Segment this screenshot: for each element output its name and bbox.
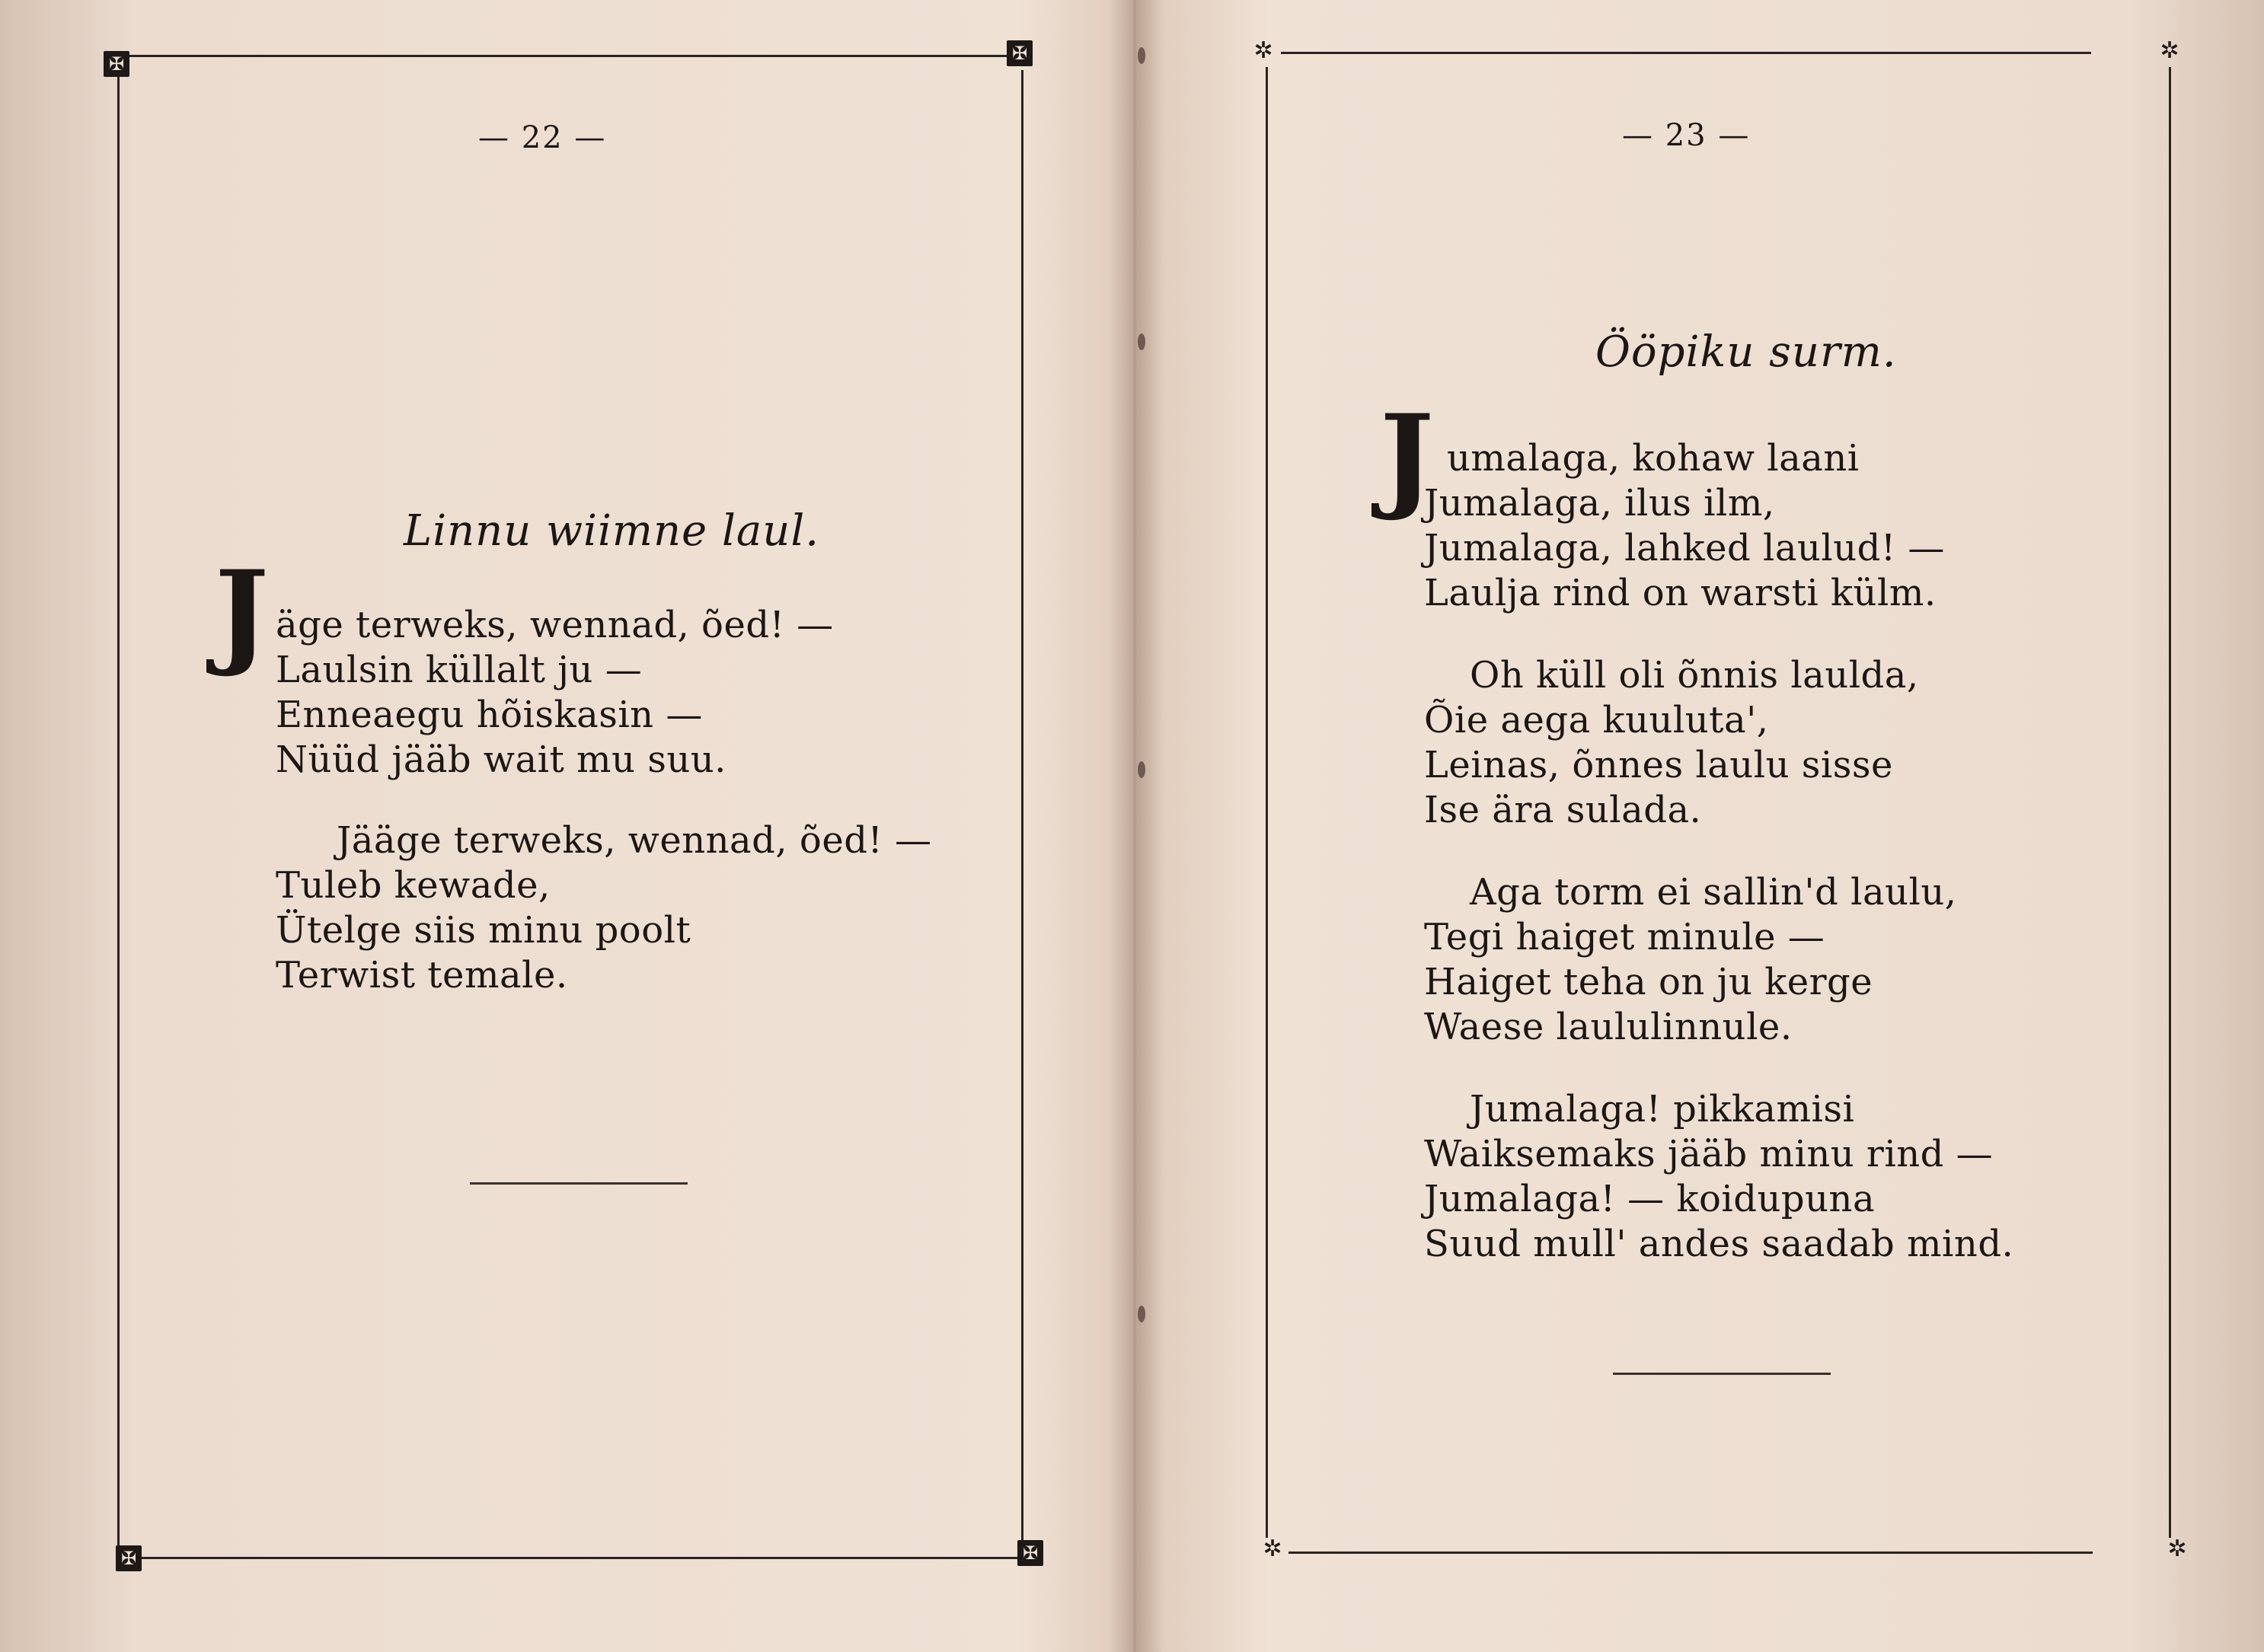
- corner-ornament-icon: ✠: [1007, 40, 1033, 66]
- poem-title: Ööpiku surm.: [1595, 327, 1897, 377]
- poem-line: Jumalaga, ilus ilm,: [1424, 482, 1775, 525]
- poem-line: Suud mull' andes saadab mind.: [1424, 1223, 2014, 1265]
- corner-ornament-icon: ✠: [104, 51, 129, 77]
- frame-bottom-border: [1288, 1552, 2093, 1554]
- left-page: [0, 0, 1127, 1652]
- frame-bottom-border: [129, 1557, 1023, 1559]
- poem-line: Laulja rind on warsti külm.: [1424, 572, 1937, 614]
- frame-top-border: [129, 55, 1019, 57]
- poem-stanza: [276, 603, 834, 783]
- poem-line: Waiksemaks jääb minu rind —: [1424, 1133, 1994, 1175]
- page-number: — 22 —: [478, 120, 607, 155]
- poem-stanza: [1424, 436, 1945, 616]
- corner-ornament-icon: ✲: [2160, 37, 2179, 64]
- poem-line: Aga torm ei sallin'd laulu,: [1470, 871, 1957, 914]
- page-number: — 23 —: [1622, 118, 1751, 153]
- poem-line: Tegi haiget minule —: [1424, 916, 1825, 958]
- frame-left-border: [117, 70, 120, 1548]
- frame-right-border: [2169, 67, 2171, 1538]
- poem-line: Õie aega kuuluta',: [1424, 699, 1769, 741]
- poem-line: Haiget teha on ju kerge: [1424, 961, 1873, 1003]
- poem-line: umalaga, kohaw laani: [1447, 437, 1860, 480]
- drop-cap: J: [1380, 390, 1434, 524]
- closing-rule: [470, 1182, 688, 1185]
- corner-ornament-icon: ✲: [2167, 1536, 2187, 1562]
- poem-line: Jumalaga, lahked laulud! —: [1424, 527, 1945, 569]
- frame-left-border: [1266, 67, 1268, 1538]
- corner-ornament-icon: ✲: [1253, 37, 1273, 64]
- poem-line: Nüüd jääb wait mu suu.: [276, 738, 726, 781]
- poem-line: Ütelge siis minu poolt: [276, 909, 691, 952]
- right-page: [1135, 0, 2264, 1652]
- poem-line: Oh küll oli õnnis laulda,: [1470, 654, 1919, 697]
- poem-stanza: [276, 818, 932, 998]
- poem-line: Enneaegu hõiskasin —: [276, 694, 703, 736]
- closing-rule: [1613, 1373, 1831, 1375]
- poem-line: äge terweks, wennad, õed! —: [276, 604, 834, 646]
- poem-line: Leinas, õnnes laulu sisse: [1424, 744, 1893, 786]
- corner-ornament-icon: ✲: [1263, 1536, 1282, 1562]
- poem-line: Ise ära sulada.: [1424, 789, 1702, 831]
- poem-stanza: [1424, 653, 1919, 833]
- poem-line: Jumalaga! — koidupuna: [1424, 1178, 1876, 1220]
- frame-right-border: [1021, 70, 1023, 1548]
- poem-line: Waese laululinnule.: [1424, 1006, 1793, 1048]
- poem-stanza: [1424, 870, 1957, 1050]
- poem-stanza: [1424, 1087, 2013, 1267]
- poem-line: Laulsin küllalt ju —: [276, 649, 643, 691]
- frame-top-border: [1281, 52, 2091, 54]
- poem-line: Tuleb kewade,: [276, 864, 551, 907]
- poem-line: Terwist temale.: [276, 954, 568, 997]
- poem-title: Linnu wiimne laul.: [404, 506, 820, 556]
- corner-ornament-icon: ✠: [116, 1545, 142, 1571]
- poem-line: Jumalaga! pikkamisi: [1470, 1088, 1855, 1131]
- poem-line: Jääge terweks, wennad, õed! —: [337, 819, 932, 862]
- drop-cap: J: [215, 546, 269, 680]
- corner-ornament-icon: ✠: [1017, 1540, 1043, 1566]
